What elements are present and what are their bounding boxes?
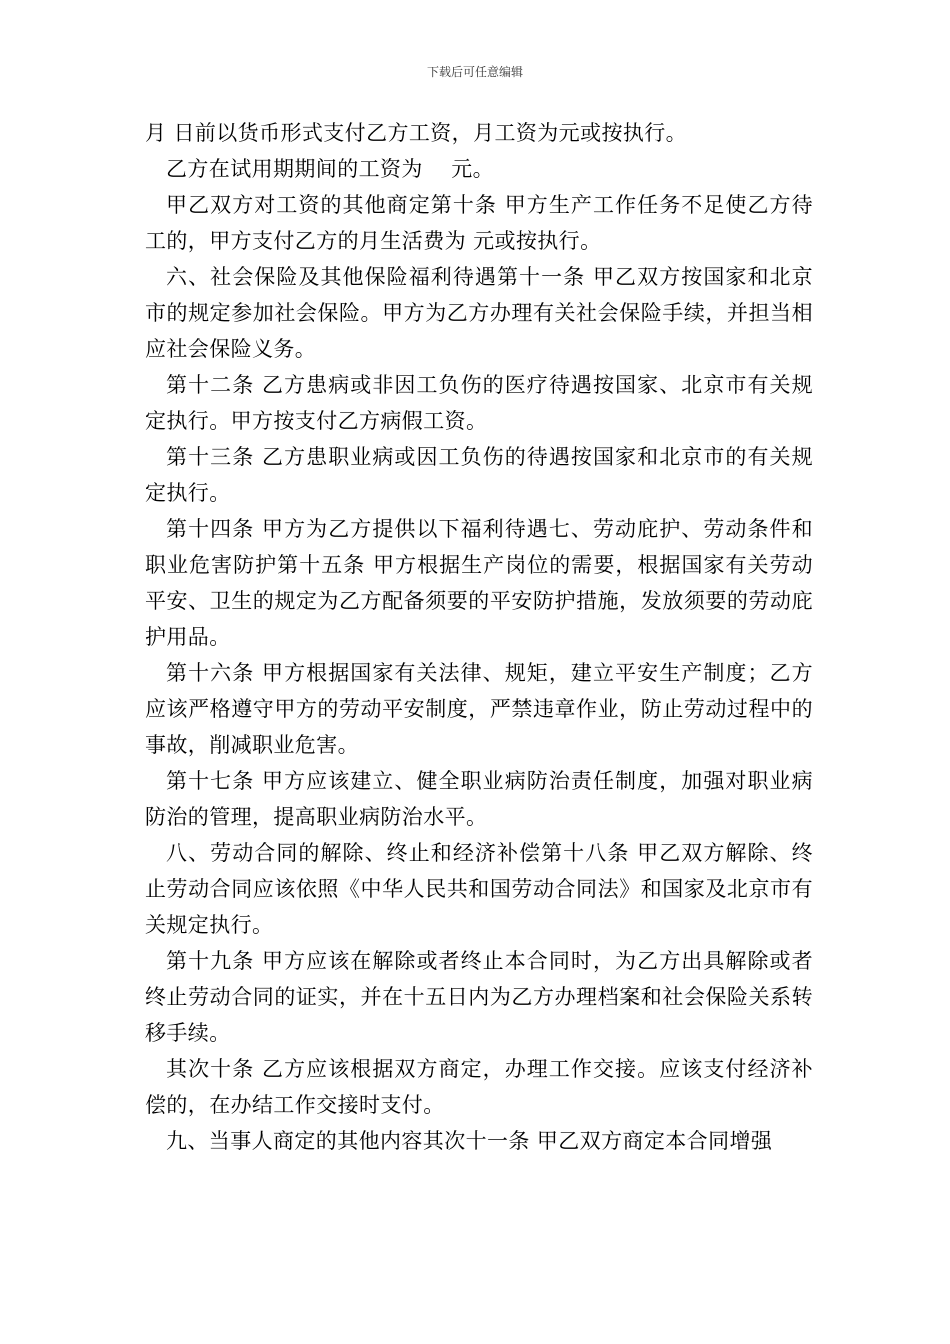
paragraph-article-16: 第十六条 甲方根据国家有关法律、规矩，建立平安生产制度；乙方应该严格遵守甲方的劳动平安制度，严禁违章作业，防止劳动过程中的事故，削减职业危害。 bbox=[145, 661, 813, 757]
paragraph-probation-wage: 乙方在试用期期间的工资为 元。 bbox=[166, 157, 495, 181]
paragraph-article-14-15: 第十四条 甲方为乙方提供以下福利待遇七、劳动庇护、劳动条件和职业危害防护第十五条 甲方根据生产岗位的需要，根据国家有关劳动平安、卫生的规定为乙方配备须要的平安防护措施，发放须要的劳动庇护用品。 bbox=[145, 517, 813, 649]
paragraph-article-17: 第十七条 甲方应该建立、健全职业病防治责任制度，加强对职业病防治的管理，提高职业病防治水平。 bbox=[145, 769, 813, 829]
document-body bbox=[145, 115, 813, 1159]
paragraph-article-13: 第十三条 乙方患职业病或因工负伤的待遇按国家和北京市的有关规定执行。 bbox=[145, 445, 813, 505]
paragraph-article-19: 第十九条 甲方应该在解除或者终止本合同时，为乙方出具解除或者终止劳动合同的证实，并在十五日内为乙方办理档案和社会保险关系转移手续。 bbox=[145, 949, 813, 1045]
page-header: 下载后可任意编辑 bbox=[426, 65, 523, 79]
paragraph-article-18: 八、劳动合同的解除、终止和经济补偿第十八条 甲乙双方解除、终止劳动合同应该依照《中华人民共和国劳动合同法》和国家及北京市有关规定执行。 bbox=[145, 841, 813, 937]
paragraph-wage-payment: 月 日前以货币形式支付乙方工资，月工资为元或按执行。 bbox=[145, 121, 688, 145]
paragraph-article-20: 其次十条 乙方应该根据双方商定，办理工作交接。应该支付经济补偿的，在办结工作交接时支付。 bbox=[145, 1057, 813, 1117]
paragraph-article-11: 六、社会保险及其他保险福利待遇第十一条 甲乙双方按国家和北京市的规定参加社会保险。甲方为乙方办理有关社会保险手续，并担当相应社会保险义务。 bbox=[145, 265, 813, 361]
paragraph-article-21: 九、当事人商定的其他内容其次十一条 甲乙双方商定本合同增强 bbox=[166, 1129, 773, 1153]
paragraph-article-10: 甲乙双方对工资的其他商定第十条 甲方生产工作任务不足使乙方待工的，甲方支付乙方的月生活费为 元或按执行。 bbox=[145, 193, 813, 253]
paragraph-article-12: 第十二条 乙方患病或非因工负伤的医疗待遇按国家、北京市有关规定执行。甲方按支付乙方病假工资。 bbox=[145, 373, 813, 433]
